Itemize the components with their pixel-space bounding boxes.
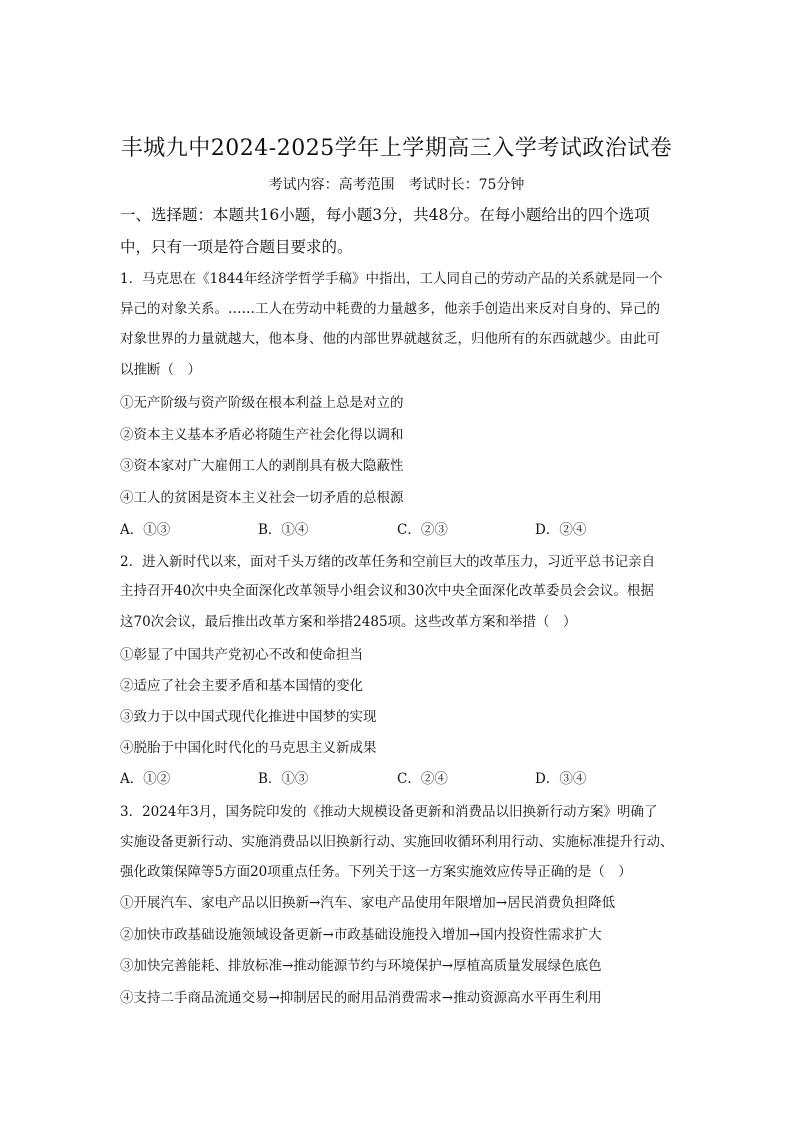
q1-option-b: B．①④ [258, 522, 309, 538]
q3-item-1: ①开展汽车、家电产品以旧换新→汽车、家电产品使用年限增加→居民消费负担降低 [120, 895, 616, 911]
q1-stem-line-3: 对象世界的力量就越大，他本身、他的内部世界就越贫乏，归他所有的东西就越少。由此可 [120, 331, 660, 347]
q1-stem-line-4: 以推断（ ） [120, 362, 201, 378]
q2-option-a: A．①② [120, 771, 171, 787]
q1-item-4: ④工人的贫困是资本主义社会一切矛盾的总根源 [120, 490, 404, 506]
q2-item-1: ①彰显了中国共产党初心不改和使命担当 [120, 647, 363, 663]
q3-item-3: ③加快完善能耗、排放标准→推动能源节约与环境保护→厚植高质量发展绿色底色 [120, 958, 602, 974]
q2-stem-line-1: 2．进入新时代以来，面对千头万绪的改革任务和空前巨大的改革压力，习近平总书记亲自 [120, 554, 656, 570]
q1-option-d: D．②④ [535, 522, 587, 538]
exam-info: 考试内容：高考范围 考试时长：75分钟 [268, 177, 525, 193]
q2-option-d: D．③④ [535, 771, 587, 787]
q1-item-1: ①无产阶级与资产阶级在根本利益上总是对立的 [120, 395, 404, 411]
q2-item-3: ③致力于以中国式现代化推进中国梦的实现 [120, 709, 377, 725]
q3-stem-line-1: 3．2024年3月，国务院印发的《推动大规模设备更新和消费品以旧换新行动方案》明确了 [120, 804, 658, 820]
q2-item-2: ②适应了社会主要矛盾和基本国情的变化 [120, 678, 363, 694]
q3-item-2: ②加快市政基础设施领域设备更新→市政基础设施投入增加→国内投资性需求扩大 [120, 927, 602, 943]
q2-stem-line-3: 这70次会议，最后推出改革方案和举措2485项。这些改革方案和举措（ ） [120, 614, 577, 630]
q3-item-4: ④支持二手商品流通交易→抑制居民的耐用品消费需求→推动资源高水平再生利用 [120, 990, 602, 1006]
q1-stem-line-2: 异己的对象关系。……工人在劳动中耗费的力量越多，他亲手创造出来反对自身的、异己的 [120, 301, 660, 317]
q2-option-b: B．①③ [258, 771, 309, 787]
q3-stem-line-2: 实施设备更新行动、实施消费品以旧换新行动、实施回收循环利用行动、实施标准提升行动、 [120, 834, 674, 850]
page-title: 丰城九中2024-2025学年上学期高三入学考试政治试卷 [120, 136, 673, 161]
q1-stem-line-1: 1．马克思在《1844年经济学哲学手稿》中指出，工人同自己的劳动产品的关系就是同一个 [120, 271, 663, 287]
q3-stem-line-3: 强化政策保障等5方面20项重点任务。下列关于这一方案实施效应传导正确的是（ ） [120, 864, 632, 880]
q2-option-c: C．②④ [397, 771, 448, 787]
q1-option-a: A．①③ [120, 522, 171, 538]
q1-item-2: ②资本主义基本矛盾必将随生产社会化得以调和 [120, 427, 404, 443]
section-heading-line-2: 中，只有一项是符合题目要求的。 [120, 238, 353, 256]
q2-item-4: ④脱胎于中国化时代化的马克思主义新成果 [120, 740, 377, 756]
q1-item-3: ③资本家对广大雇佣工人的剥削具有极大隐蔽性 [120, 458, 404, 474]
q1-option-c: C．②③ [397, 522, 448, 538]
q2-stem-line-2: 主持召开40次中央全面深化改革领导小组会议和30次中央全面深化改革委员会会议。根据 [120, 583, 654, 599]
section-heading-line-1: 一、选择题：本题共16小题，每小题3分，共48分。在每小题给出的四个选项 [120, 206, 650, 224]
